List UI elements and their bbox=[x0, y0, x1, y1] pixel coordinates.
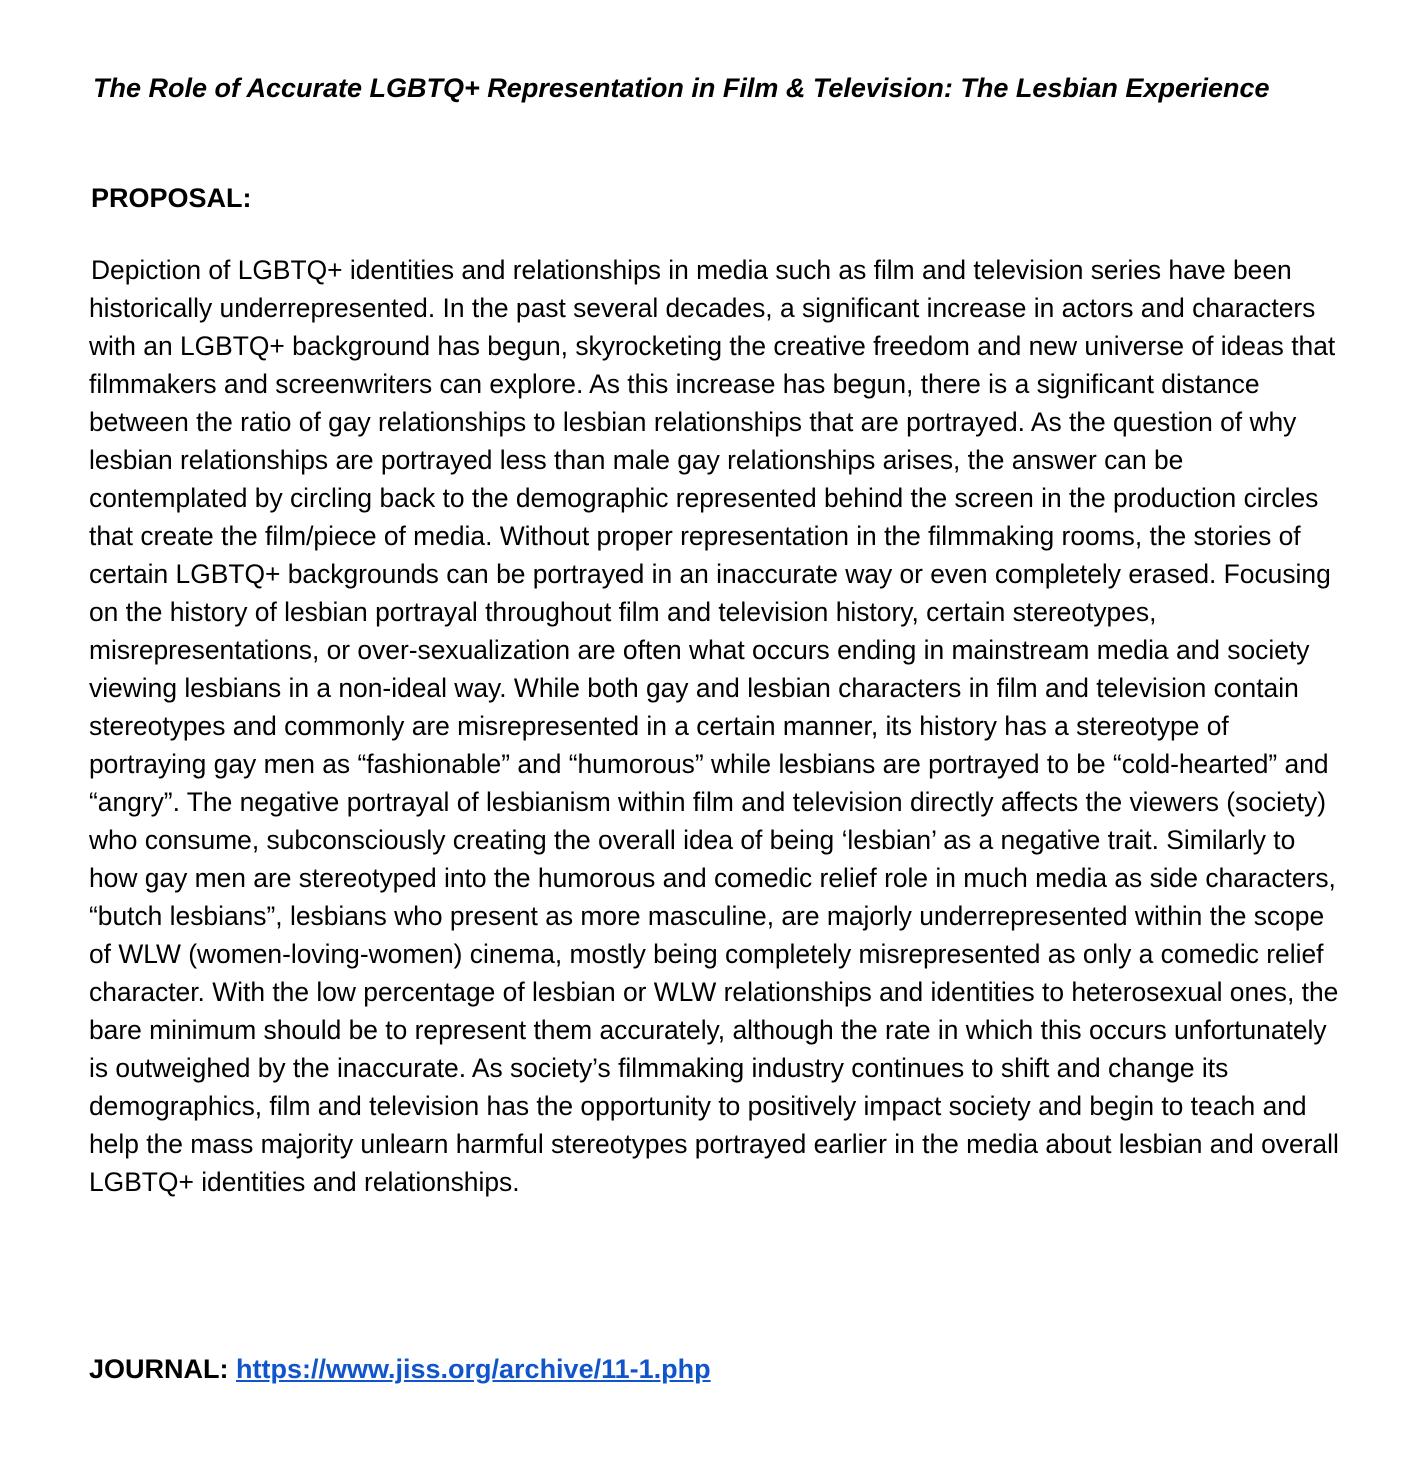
document-title: The Role of Accurate LGBTQ+ Representation in Film & Television: The Lesbian Experience bbox=[93, 73, 1270, 103]
journal-line bbox=[89, 1350, 711, 1388]
proposal-heading: PROPOSAL: bbox=[91, 183, 252, 213]
journal-link[interactable]: https://www.jiss.org/archive/11-1.php bbox=[236, 1354, 711, 1384]
journal-label: JOURNAL: bbox=[89, 1354, 229, 1384]
proposal-body: Depiction of LGBTQ+ identities and relationships in media such as film and television series have been historically underrepresented. In the past several decades, a significant increase in actors and characters with an LGBTQ+ background has begun, skyrocketing the creative freedom and new universe of ideas that filmmakers and screenwriters can explore. As this increase has begun, there is a significant distance between the ratio of gay relationships to lesbian relationships that are portrayed. As the question of why lesbian relationships are portrayed less than male gay relationships arises, the answer can be contemplated by circling back to the demographic represented behind the screen in the production circles that create the film/piece of media. Without proper representation in the filmmaking rooms, the stories of certain LGBTQ+ backgrounds can be portrayed in an inaccurate way or even completely erased. Focusing on the history of lesbian portrayal throughout film and television history, certain stereotypes, misrepresentations, or over-sexualization are often what occurs ending in mainstream media and society viewing lesbians in a non-ideal way. While both gay and lesbian characters in film and television contain stereotypes and commonly are misrepresented in a certain manner, its history has a stereotype of portraying gay men as “fashionable” and “humorous” while lesbians are portrayed to be “cold-hearted” and “angry”. The negative portrayal of lesbianism within film and television directly affects the viewers (society) who consume, subconsciously creating the overall idea of being ‘lesbian’ as a negative trait. Similarly to how gay men are stereotyped into the humorous and comedic relief role in much media as side characters, “butch lesbians”, lesbians who present as more masculine, are majorly underrepresented within the scope of WLW (women-loving-women) cinema, mostly being completely misrepresented as only a comedic relief character. With the low percentage of lesbian or WLW relationships and identities to heterosexual ones, the bare minimum should be to represent them accurately, although the rate in which this occurs unfortunately is outweighed by the inaccurate. As society’s filmmaking industry continues to shift and change its demographics, film and television has the opportunity to positively impact society and begin to teach and help the mass majority unlearn harmful stereotypes portrayed earlier in the media about lesbian and overall LGBTQ+ identities and relationships. bbox=[89, 255, 1339, 1197]
